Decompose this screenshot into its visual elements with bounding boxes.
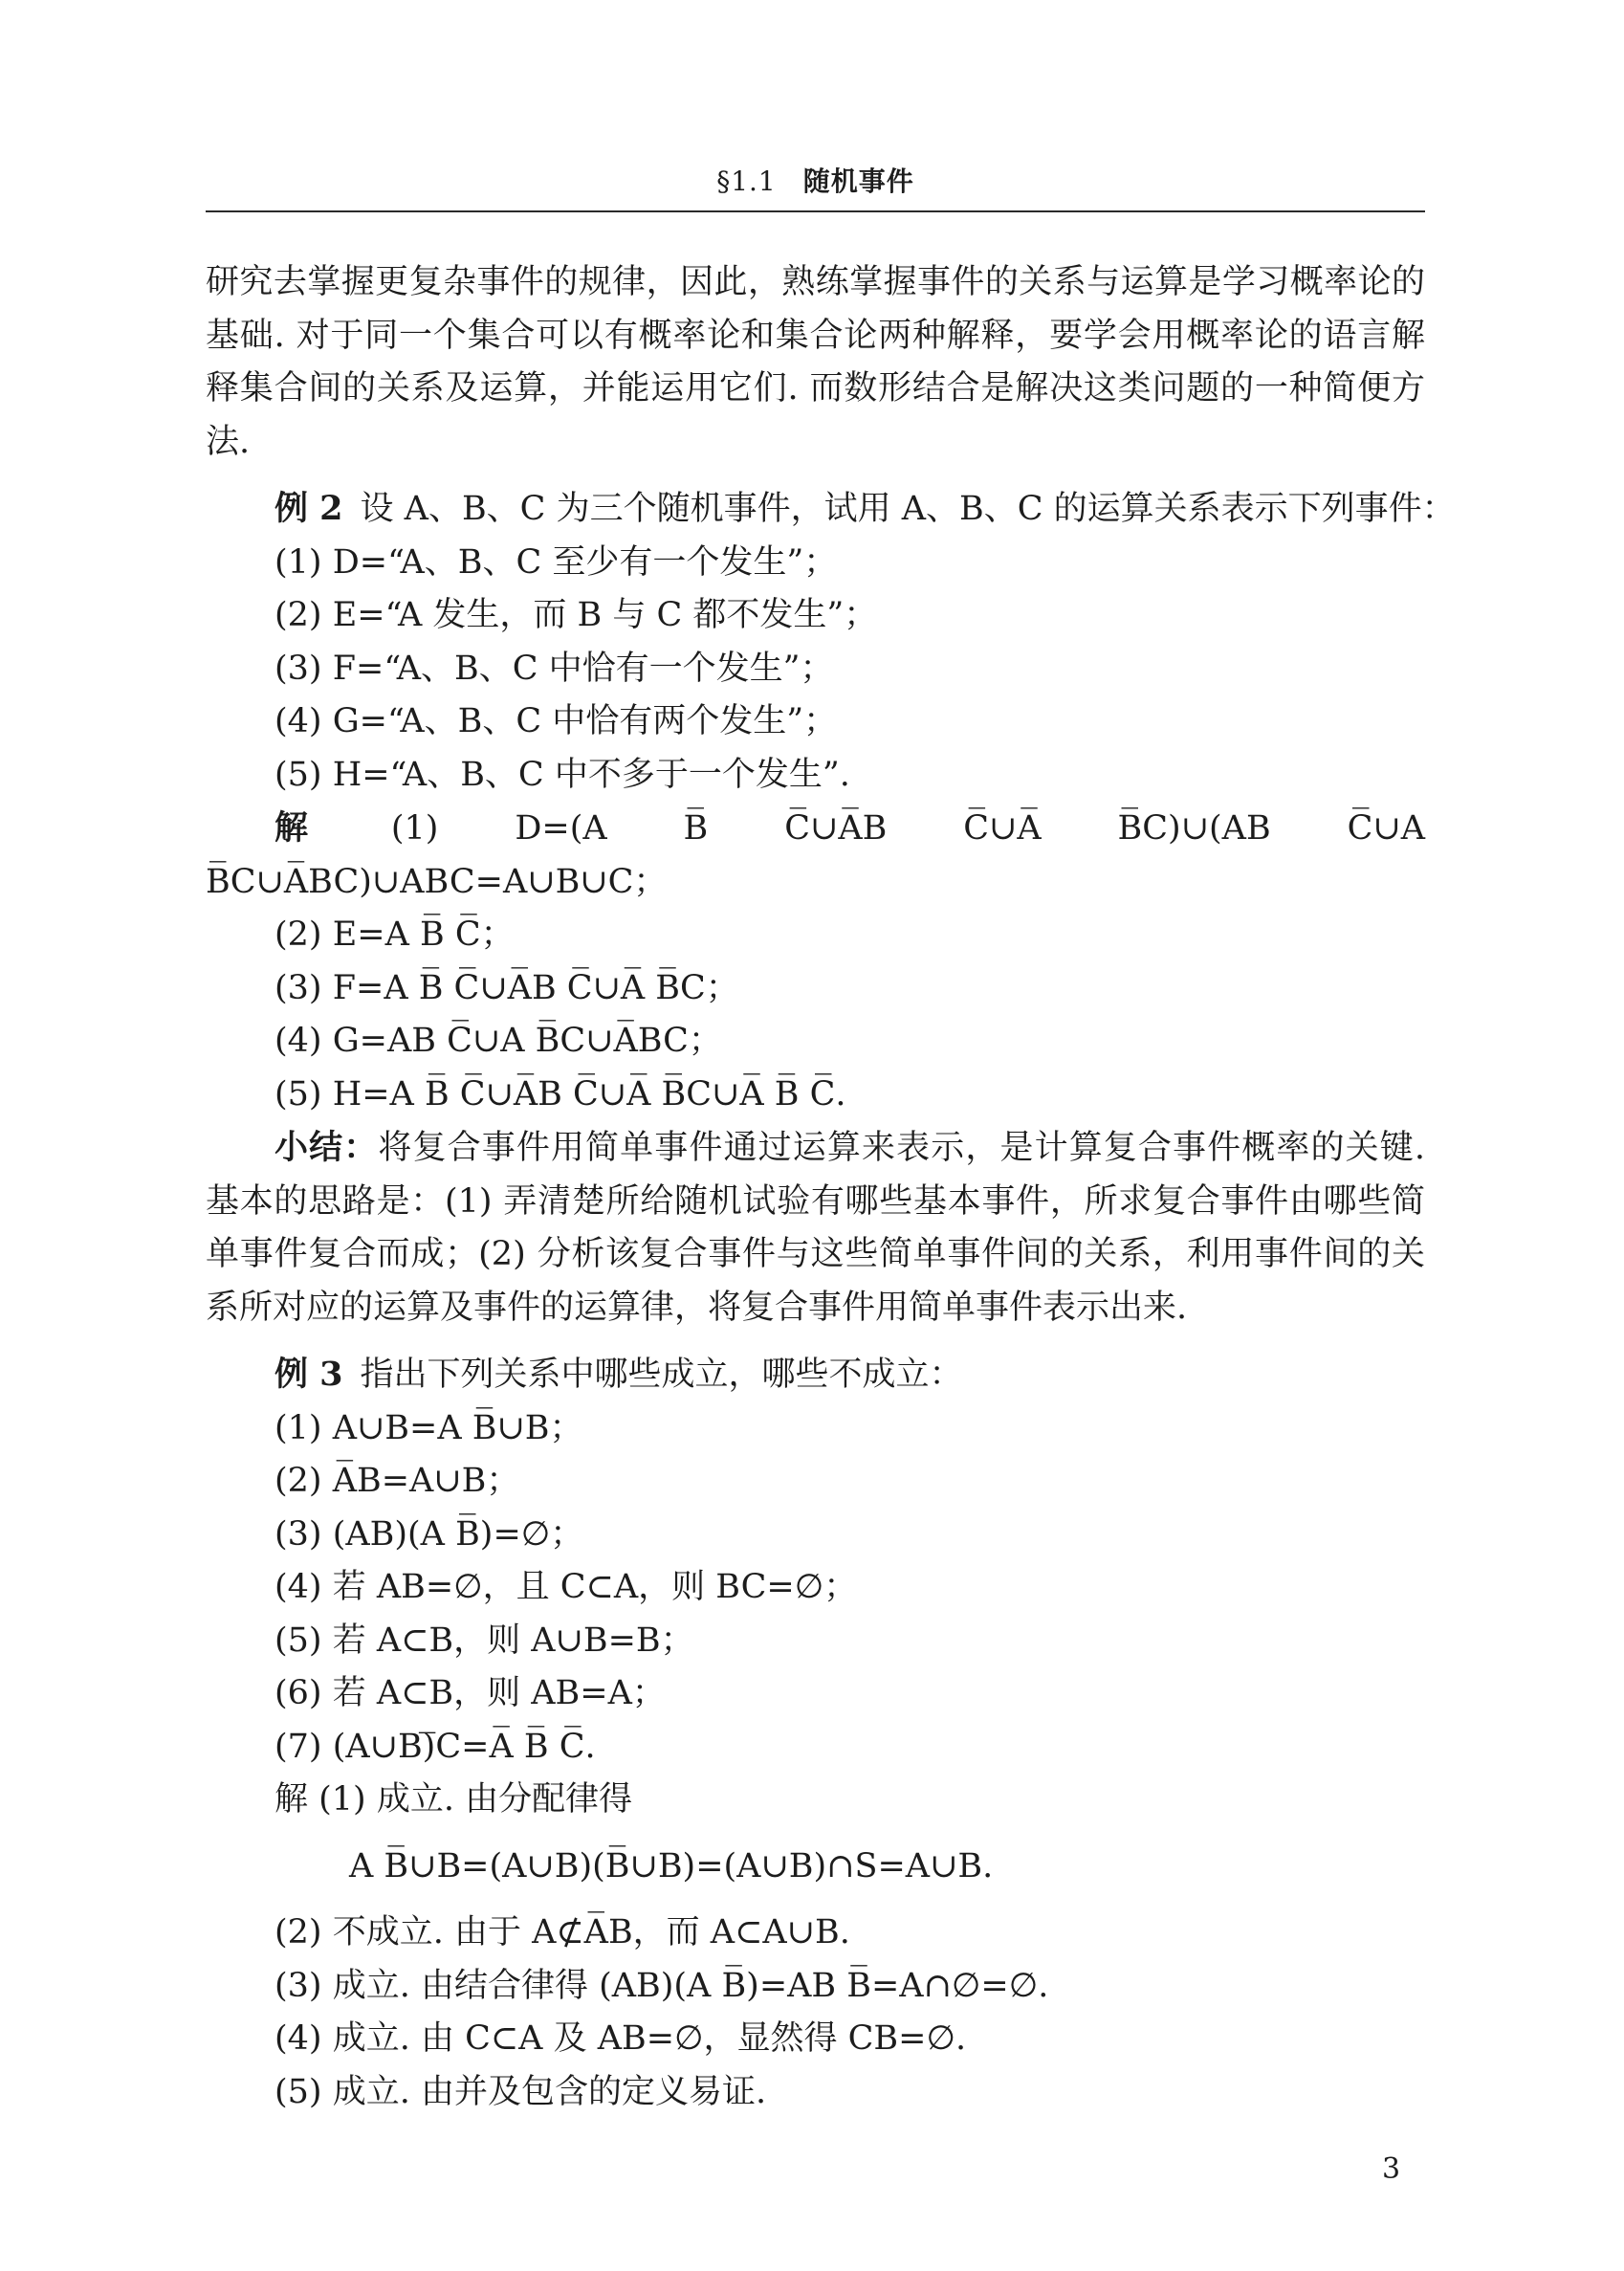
running-header (206, 143, 1425, 212)
page-number: 3 (1382, 2152, 1401, 2186)
example-3-solution-item: (2) 不成立. 由于 A⊄A̅B，而 A⊂A∪B. (274, 1913, 850, 1951)
header-section-number: §1.1 (716, 165, 777, 197)
example-2-item: (1) D=“A、B、C 至少有一个发生”； (274, 542, 838, 582)
example-2-solution-first-text: (1) D=(A B̅ C̅∪A̅B C̅∪A̅ B̅C)∪(AB C̅∪A B̅C∪A̅BC)∪ABC=A∪B∪C； (206, 809, 1425, 901)
example-2-solution-item: (5) H=A B̅ C̅∪A̅B C̅∪A̅ B̅C∪A̅ B̅ C̅. (274, 1074, 846, 1113)
example-3-item: (2) A̅B=A∪B； (274, 1462, 520, 1500)
example-2-item: (3) F=“A、B、C 中恰有一个发生”； (274, 649, 834, 688)
example-2-item: (2) E=“A 发生，而 B 与 C 都不发生”； (274, 596, 878, 634)
example-3-item: (7) (A∪B)̅C=A̅ B̅ C̅. (274, 1727, 596, 1766)
example-3-solution-intro: 解 (1) 成立. 由分配律得 (274, 1780, 633, 1819)
example-3-solution-item: (4) 成立. 由 C⊂A 及 AB=∅，显然得 CB=∅. (274, 2019, 967, 2058)
example-3 (206, 1348, 1425, 2119)
display-formula: A B̅∪B=(A∪B)(B̅∪B)=(A∪B)∩S=A∪B. (349, 1846, 994, 1885)
example-2 (206, 482, 1456, 1121)
example-2-solution-item: (3) F=A B̅ C̅∪A̅B C̅∪A̅ B̅C； (274, 968, 739, 1007)
summary-label: 小结： (274, 1128, 379, 1167)
summary-paragraph (206, 1121, 1425, 1334)
example-2-solution-label: 解 (274, 808, 374, 848)
example-3-item: (6) 若 A⊂B，则 AB=A； (274, 1674, 666, 1712)
example-2-label: 例 2 (274, 489, 343, 528)
example-3-label: 例 3 (274, 1355, 343, 1394)
example-3-solution-item: (3) 成立. 由结合律得 (AB)(A B̅)=AB B̅=A∩∅=∅. (274, 1966, 1049, 2005)
example-3-solution-item: (5) 成立. 由并及包含的定义易证. (274, 2072, 767, 2111)
example-3-item: (1) A∪B=A B̅∪B； (274, 1408, 583, 1447)
intro-paragraph: 研究去掌握更复杂事件的规律，因此，熟练掌握事件的关系与运算是学习概率论的基础. 对于同一个集合可以有概率论和集合论两种解释，要学会用概率论的语言解释集合间的关系及运算，并能运用它们. 而数形结合是解决这类问题的一种简便方法. (206, 263, 1425, 461)
example-2-statement-line (206, 482, 1456, 537)
example-3-item: (4) 若 AB=∅，且 C⊂A，则 BC=∅； (274, 1568, 858, 1606)
header-text (206, 161, 1425, 199)
example-2-solution-item: (2) E=A B̅ C̅； (274, 915, 515, 954)
example-3-item: (3) (AB)(A B̅)=∅； (274, 1514, 584, 1554)
example-3-statement: 指出下列关系中哪些成立，哪些不成立： (360, 1356, 963, 1394)
example-2-statement: 设 A、B、C 为三个随机事件，试用 A、B、C 的运算关系表示下列事件： (360, 490, 1456, 528)
example-2-item: (5) H=“A、B、C 中不多于一个发生”. (274, 755, 850, 794)
header-section-title: 随机事件 (802, 165, 914, 197)
page-body (206, 256, 1456, 2119)
example-2-solution-first (206, 802, 1425, 909)
example-2-solution-item: (4) G=AB C̅∪A B̅C∪A̅BC； (274, 1022, 722, 1060)
summary-text: 将复合事件用简单事件通过运算来表示，是计算复合事件概率的关键. 基本的思路是：(1) 弄清楚所给随机试验有哪些基本事件，所求复合事件由哪些简单事件复合而成；(2) 分析该复合事件与这些简单事件间的关系，利用事件间的关系所对应的运算及事件的运算律，将复合事件用简单事件表示出来. (206, 1129, 1425, 1327)
example-3-item: (5) 若 A⊂B，则 A∪B=B； (274, 1621, 694, 1660)
example-3-statement-line (206, 1348, 1425, 1402)
example-2-item: (4) G=“A、B、C 中恰有两个发生”； (274, 702, 838, 740)
